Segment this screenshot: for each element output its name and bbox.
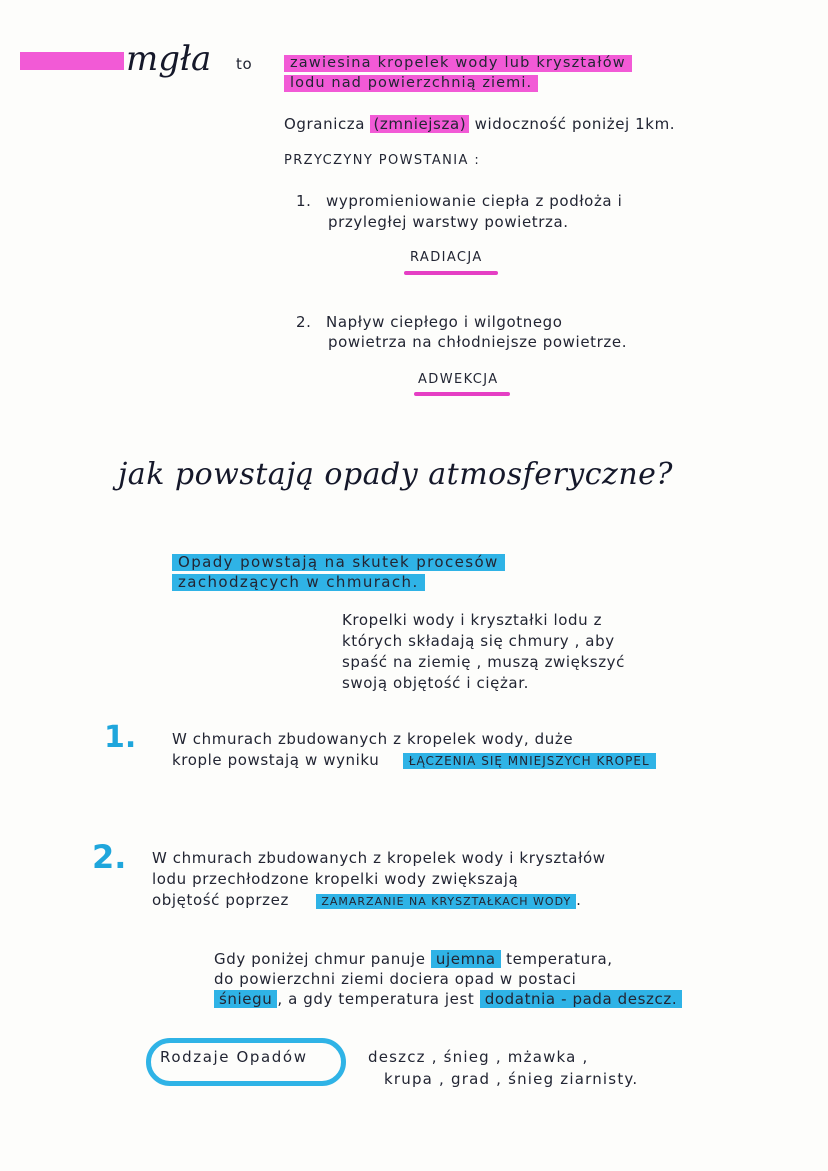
paragraph-line-4: swoją objętość i ciężar. bbox=[342, 674, 529, 692]
visibility-limit bbox=[284, 116, 675, 133]
point-2-suffix: . bbox=[576, 891, 582, 909]
point-1-highlight: ŁĄCZENIA SIĘ MNIEJSZYCH KROPEL bbox=[403, 753, 656, 769]
point-1-line-1: W chmurach zbudowanych z kropelek wody, duże bbox=[172, 730, 574, 748]
cause-1-line-1: wypromieniowanie ciepła z podłoża i bbox=[326, 192, 623, 210]
intro-line-2: zachodzących w chmurach. bbox=[172, 574, 425, 591]
temp-highlight-positive: dodatnia - pada deszcz. bbox=[480, 990, 682, 1008]
paragraph-line-1: Kropelki wody i kryształki lodu z bbox=[342, 611, 603, 629]
temp-highlight-negative: ujemna bbox=[431, 950, 501, 968]
page-title: mgła bbox=[126, 39, 212, 79]
cause-2-line-1: Napływ ciepłego i wilgotnego bbox=[326, 313, 563, 331]
point-1-line-2 bbox=[172, 752, 656, 769]
cause-1-underline bbox=[404, 271, 498, 275]
section-question-heading: jak powstają opady atmosferyczne? bbox=[118, 457, 674, 492]
temp-line-3 bbox=[214, 991, 682, 1008]
point-1-number: 1. bbox=[104, 720, 137, 755]
point-2-line-3 bbox=[152, 892, 582, 909]
definition-line-1: zawiesina kropelek wody lub kryształów bbox=[284, 55, 632, 72]
cause-2-number: 2. bbox=[296, 313, 312, 331]
point-2-number: 2. bbox=[92, 838, 127, 876]
limit-prefix: Ogranicza bbox=[284, 115, 366, 133]
point-2-line-1: W chmurach zbudowanych z kropelek wody i kryształów bbox=[152, 849, 606, 867]
cause-1-name: RADIACJA bbox=[410, 250, 483, 265]
point-2-highlight: ZAMARZANIE NA KRYSZTAŁKACH WODY bbox=[316, 894, 576, 909]
limit-highlight: (zmniejsza) bbox=[370, 115, 469, 133]
temp-line-3-mid: , a gdy temperatura jest bbox=[277, 990, 475, 1008]
temp-line-1 bbox=[214, 951, 613, 968]
temp-line-1-prefix: Gdy poniżej chmur panuje bbox=[214, 950, 426, 968]
cause-2-name: ADWEKCJA bbox=[418, 372, 499, 387]
cause-1-number: 1. bbox=[296, 192, 312, 210]
types-label: Rodzaje Opadów bbox=[160, 1048, 308, 1066]
temp-line-2: do powierzchni ziemi dociera opad w postaci bbox=[214, 970, 577, 988]
temp-line-1-suffix: temperatura, bbox=[506, 950, 613, 968]
types-line-1: deszcz , śnieg , mżawka , bbox=[368, 1048, 589, 1066]
cause-2-underline bbox=[414, 392, 510, 396]
title-highlight-bar bbox=[20, 52, 124, 70]
limit-suffix: widoczność poniżej 1km. bbox=[474, 115, 676, 133]
intro-line-1: Opady powstają na skutek procesów bbox=[172, 554, 505, 571]
types-line-2: krupa , grad , śnieg ziarnisty. bbox=[384, 1070, 639, 1088]
point-1-prefix: krople powstają w wyniku bbox=[172, 751, 380, 769]
cause-1-line-2: przyległej warstwy powietrza. bbox=[328, 213, 569, 231]
to-word: to bbox=[236, 55, 253, 73]
cause-2-line-2: powietrza na chłodniejsze powietrze. bbox=[328, 333, 628, 351]
causes-heading: PRZYCZYNY POWSTANIA : bbox=[284, 153, 481, 168]
temp-highlight-snow: śniegu bbox=[214, 990, 277, 1008]
point-2-prefix: objętość poprzez bbox=[152, 891, 289, 909]
point-2-line-2: lodu przechłodzone kropelki wody zwiększają bbox=[152, 870, 519, 888]
paragraph-line-3: spaść na ziemię , muszą zwiększyć bbox=[342, 653, 626, 671]
definition-line-2: lodu nad powierzchnią ziemi. bbox=[284, 75, 538, 92]
paragraph-line-2: których składają się chmury , aby bbox=[342, 632, 615, 650]
